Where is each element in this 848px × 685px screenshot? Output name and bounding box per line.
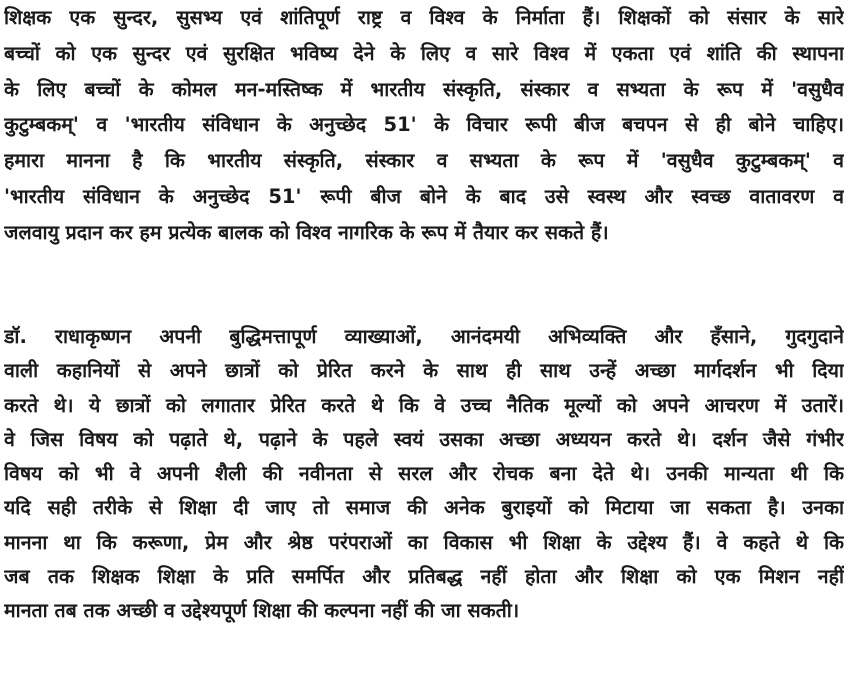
text-line: जब तक शिक्षक शिक्षा के प्रति समर्पित और प्रतिबद्ध नहीं होता और शिक्षा को एक मिशन नहीं <box>4 565 844 589</box>
text-line: हमारा मानना है कि भारतीय संस्कृति, संस्कार व सभ्यता के रूप में 'वसुधैव कुटुम्बकम्' व <box>4 149 844 173</box>
text-line: यदि सही तरीके से शिक्षा दी जाए तो समाज की अनेक बुराइयों को मिटाया जा सकता है। उनका <box>4 496 844 520</box>
text-line: मानना था कि करूणा, प्रेम और श्रेष्ठ परंपराओं का विकास भी शिक्षा के उद्देश्य हैं। वे कहते थे कि <box>4 530 844 554</box>
text-line: शिक्षक एक सुन्दर, सुसभ्य एवं शांतिपूर्ण राष्ट्र व विश्व के निर्माता हैं। शिक्षकों को संसार के सारे <box>4 6 844 29</box>
paragraph-teachers-role <box>4 0 844 251</box>
text-line: बच्चों को एक सुन्दर एवं सुरक्षित भविष्य देने के लिए व सारे विश्व में एकता एवं शांति की स्थापना <box>4 41 844 65</box>
text-line: 'भारतीय संविधान के अनुच्छेद 51' रूपी बीज बोने के बाद उसे स्वस्थ और स्वच्छ वातावरण व <box>4 184 844 208</box>
text-line: जलवायु प्रदान कर हम प्रत्येक बालक को विश्व नागरिक के रूप में तैयार कर सकते हैं। <box>4 220 609 244</box>
text-line: वे जिस विषय को पढ़ाते थे, पढ़ाने के पहले स्वयं उसका अच्छा अध्ययन करते थे। दर्शन जैसे गंभीर <box>4 427 844 451</box>
text-line: विषय को भी वे अपनी शैली की नवीनता से सरल और रोचक बना देते थे। उनकी मान्यता थी कि <box>4 462 844 486</box>
text-line: के लिए बच्चों के कोमल मन-मस्तिष्क में भारतीय संस्कृति, संस्कार व सभ्यता के रूप में 'वसुधैव <box>4 77 844 101</box>
text-line: डॉ. राधाकृष्णन अपनी बुद्धिमत्तापूर्ण व्याख्याओं, आनंदमयी अभिव्यक्ति और हँसाने, गुदगुदाने <box>4 325 844 348</box>
text-line: करते थे। ये छात्रों को लगातार प्रेरित करते थे कि वे उच्च नैतिक मूल्यों को अपने आचरण में उतारें। <box>4 393 844 417</box>
text-line: मानता तब तक अच्छी व उद्देश्यपूर्ण शिक्षा की कल्पना नहीं की जा सकती। <box>4 599 520 623</box>
text-line: कुटुम्बकम्' व 'भारतीय संविधान के अनुच्छेद 51' के विचार रूपी बीज बचपन से ही बोने चाहिए। <box>4 113 844 137</box>
text-line: वाली कहानियों से अपने छात्रों को प्रेरित करने के साथ ही साथ उन्हें अच्छा मार्गदर्शन भी दिया <box>4 359 844 383</box>
paragraph-radhakrishnan <box>4 320 844 629</box>
